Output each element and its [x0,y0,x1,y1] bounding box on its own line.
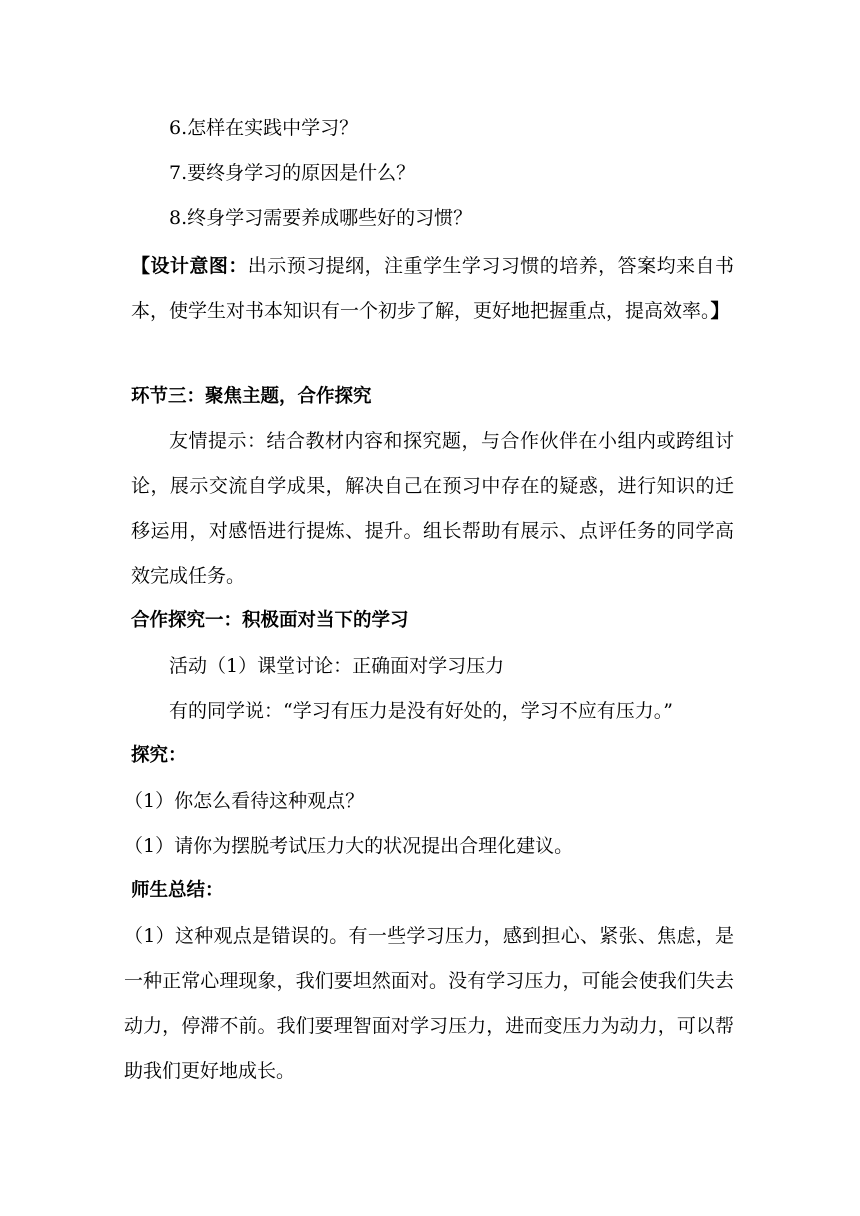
activity-1: 活动（1）课堂讨论：正确面对学习压力 [169,655,505,677]
summary-label: 师生总结： [131,880,224,901]
explore-label: 探究： [131,745,187,766]
question-8: 8.终身学习需要养成哪些好的习惯？ [169,207,473,229]
design-intent-close-bracket: 】 [710,300,730,322]
summary-paragraph: （1）这种观点是错误的。有一些学习压力，感到担心、紧张、焦虑，是一种正常心理现象，我们要坦然面对。没有学习压力，可能会使我们失去动力，停滞不前。我们要理智面对学习压力，进而变压力为动力，可以帮助我们更好地成长。 [124,925,734,1082]
question-6: 6.怎样在实践中学习？ [169,117,359,139]
student-quote: 有的同学说：“学习有压力是没有好处的，学习不应有压力。” [169,700,673,722]
explore1-heading: 合作探究一：积极面对当下的学习 [131,610,409,631]
design-intent-open-bracket: 【 [131,255,151,277]
explore-question-1: （1）你怎么看待这种观点？ [124,790,365,812]
section3-heading: 环节三：聚焦主题，合作探究 [131,386,372,407]
friendly-tip-paragraph: 友情提示：结合教材内容和探究题，与合作伙伴在小组内或跨组讨论，展示交流自学成果，解决自己在预习中存在的疑惑，进行知识的迁移运用，对感悟进行提炼、提升。组长帮助有展示、点评任务的同学高效完成任务。 [131,430,734,587]
question-7: 7.要终身学习的原因是什么？ [169,162,416,184]
explore-question-2: （1）请你为摆脱考试压力大的状况提出合理化建议。 [124,835,574,857]
design-intent-label: 设计意图： [150,255,248,277]
design-intent-paragraph [131,244,734,334]
design-intent-text: 出示预习提纲，注重学生学习习惯的培养，答案均来自书本，使学生对书本知识有一个初步了解，更好地把握重点，提高效率。 [131,255,734,322]
